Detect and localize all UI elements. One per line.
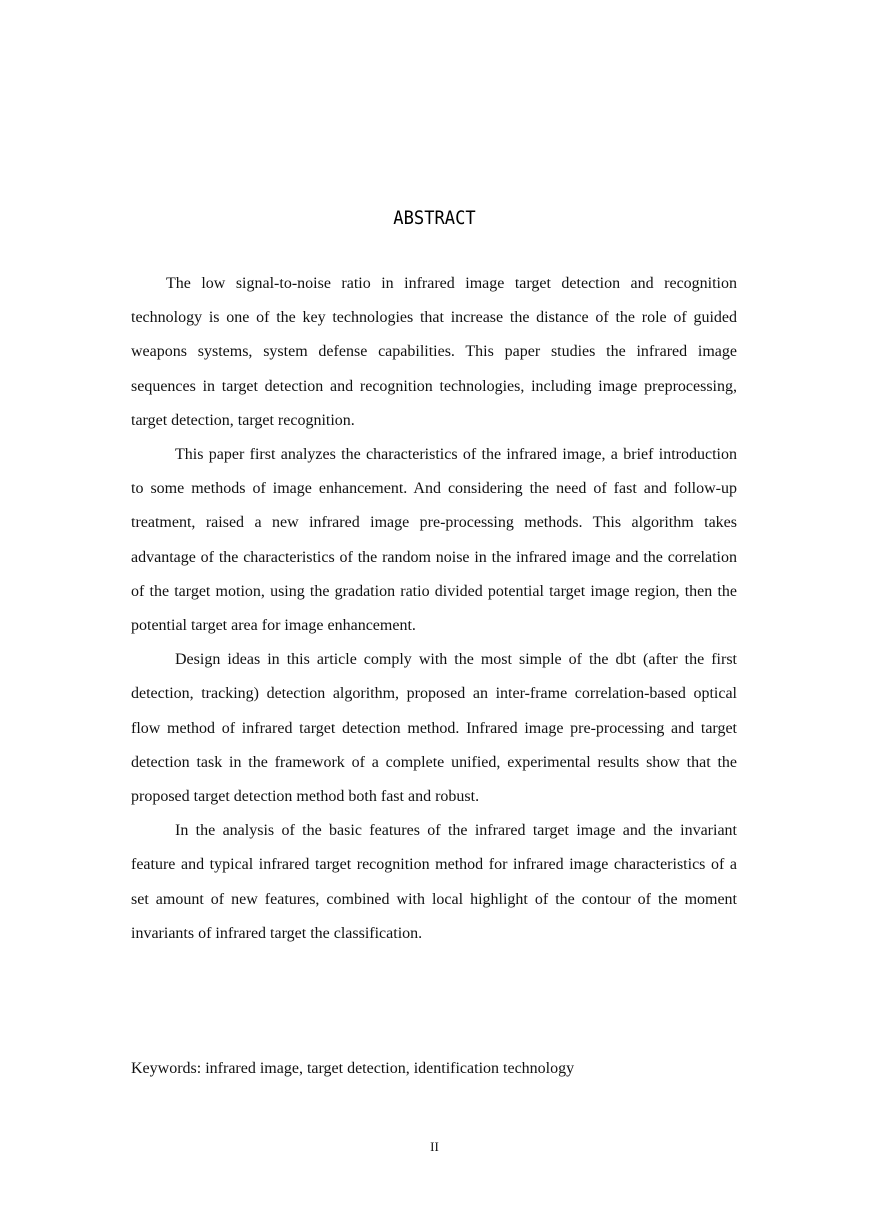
abstract-body <box>131 267 737 951</box>
abstract-paragraph-1: The low signal-to-noise ratio in infrared image target detection and recognition technology is one of the key technologies that increase the distance of the role of guided weapons systems, system defense capabilities. This paper studies the infrared image sequences in target detection and recognition technologies, including image preprocessing, target detection, target recognition. <box>131 275 737 429</box>
keywords-line: Keywords: infrared image, target detection, identification technology <box>131 1060 575 1077</box>
abstract-title: ABSTRACT <box>393 207 476 229</box>
abstract-paragraph-3: Design ideas in this article comply with the most simple of the dbt (after the first detection, tracking) detection algorithm, proposed an inter-frame correlation-based optical flow method of infrared target detection method. Infrared image pre-processing and target detection task in the framework of a complete unified, experimental results show that the proposed target detection method both fast and robust. <box>131 651 737 806</box>
abstract-paragraph-2: This paper first analyzes the characteristics of the infrared image, a brief introduction to some methods of image enhancement. And considering the need of fast and follow-up treatment, raised a new infrared image pre-processing methods. This algorithm takes advantage of the characteristics of the random noise in the infrared image and the correlation of the target motion, using the gradation ratio divided potential target image region, then the potential target area for image enhancement. <box>131 446 737 635</box>
page-number: II <box>430 1139 439 1154</box>
abstract-paragraph-4: In the analysis of the basic features of the infrared target image and the invariant feature and typical infrared target recognition method for infrared image characteristics of a set amount of new features, combined with local highlight of the contour of the moment invariants of infrared target the classification. <box>131 822 737 942</box>
